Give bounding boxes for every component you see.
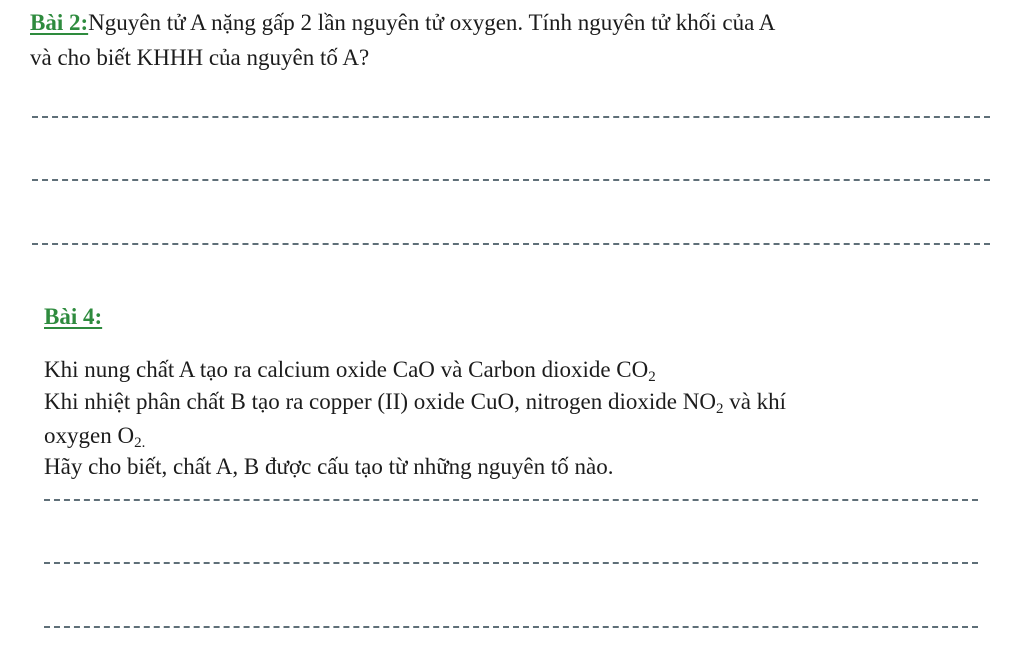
bai4-line2 — [44, 387, 786, 417]
o2-subscript: 2. — [134, 435, 146, 451]
no2-subscript: 2 — [715, 401, 724, 417]
answer-line-2 — [32, 179, 990, 181]
bai2-question-text: Nguyên tử A nặng gấp 2 lần nguyên tử oxygen. Tính nguyên tử khối của A — [88, 10, 776, 35]
answer-line-5 — [44, 562, 978, 564]
answer-line-4 — [44, 499, 978, 501]
co2-subscript: 2 — [648, 369, 656, 385]
bai2-question-line1 — [30, 8, 775, 38]
bai2-question-line2: và cho biết KHHH của nguyên tố A? — [30, 45, 370, 70]
answer-line-3 — [32, 243, 990, 245]
answer-line-1 — [32, 116, 990, 118]
bai4-line3-text: oxygen O — [44, 423, 135, 448]
bai4-heading: Bài 4: — [44, 304, 103, 329]
bai4-line1 — [44, 355, 656, 385]
bai4-line2-text: Khi nhiệt phân chất B tạo ra copper (II) oxide CuO, nitrogen dioxide NO — [44, 389, 716, 414]
bai4-line1-text: Khi nung chất A tạo ra calcium oxide CaO và Carbon dioxide CO — [44, 357, 649, 382]
bai4-line4: Hãy cho biết, chất A, B được cấu tạo từ những nguyên tố nào. — [44, 454, 614, 479]
bai2-heading: Bài 2: — [30, 10, 89, 35]
answer-line-6 — [44, 626, 978, 628]
bai4-line2-tail: và khí — [723, 389, 787, 414]
bai4-line3 — [44, 421, 145, 451]
